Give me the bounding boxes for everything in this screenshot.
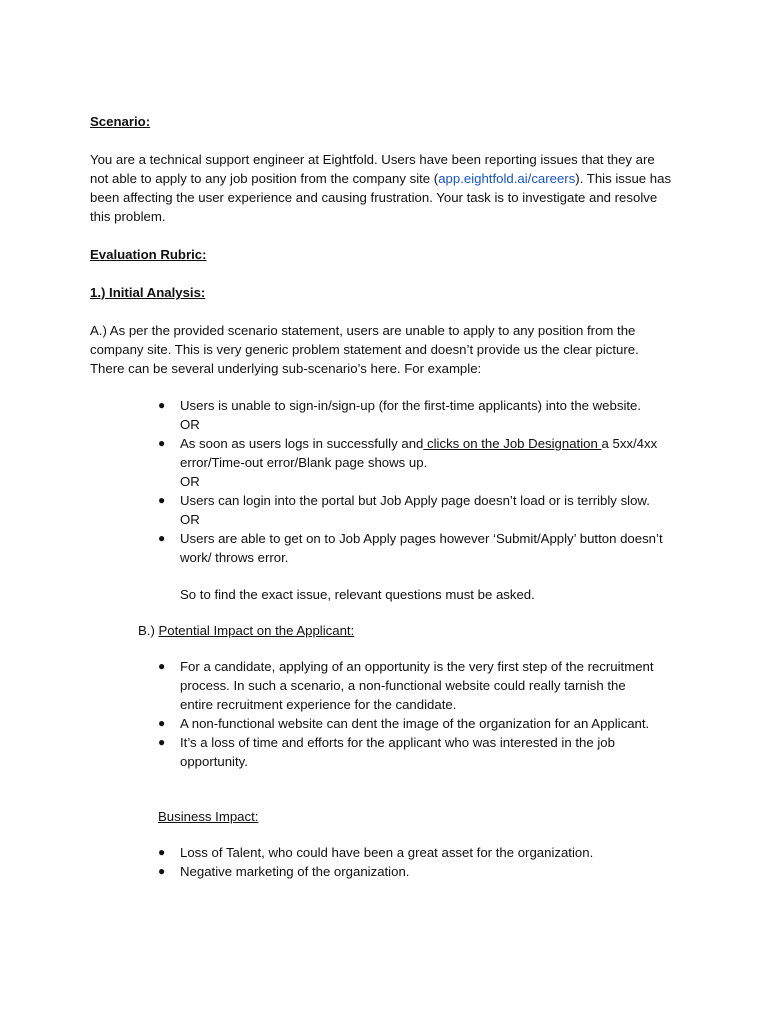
bullet-icon: ● [158, 845, 166, 859]
sub-scenario-text: Users is unable to sign-in/sign-up (for the first-time applicants) into the website. [180, 398, 642, 413]
or-separator: OR [180, 512, 200, 527]
initial-analysis-heading: 1.) Initial Analysis: [90, 285, 206, 300]
impact-text: For a candidate, applying of an opportunity is the very first step of the recruitment process. In such a scenario, a non-functional website could really tarnish the entire recruitment experience for the candidate. [180, 659, 654, 712]
bullet-icon: ● [158, 864, 166, 878]
scenario-text-part1: You are a technical support engineer at Eightfold. Users have been reporting issues that they are not able to apply to any job position from the company site ( [90, 152, 655, 186]
potential-impact-heading [138, 621, 678, 640]
list-item [158, 862, 678, 881]
list-item [158, 529, 688, 567]
bullet-icon: ● [158, 436, 166, 450]
job-designation-underlined: clicks on the Job Designation [423, 436, 602, 451]
list-item [158, 434, 688, 491]
scenario-heading: Scenario: [90, 114, 151, 129]
business-impact-list [158, 843, 678, 881]
impact-text: A non-functional website can dent the image of the organization for an Applicant. [180, 716, 650, 731]
bullet-icon: ● [158, 716, 166, 730]
or-separator: OR [180, 417, 200, 432]
bullet-icon: ● [158, 531, 166, 545]
bullet-icon: ● [158, 398, 166, 412]
scenario-text-part2: ). This issue has been affecting the user experience and causing frustration. Your task is to investigate and resolve this problem. [90, 171, 672, 224]
evaluation-rubric-heading: Evaluation Rubric: [90, 247, 207, 262]
analysis-intro-paragraph: A.) As per the provided scenario statement, users are unable to apply to any position from the company site. This is very generic problem statement and doesn’t provide us the clear picture. There can be several underlying sub-scenario’s here. For example: [90, 323, 639, 376]
bullet-icon: ● [158, 659, 166, 673]
list-item [158, 491, 688, 529]
sub-scenario-text: As soon as users logs in successfully and [180, 436, 424, 451]
sub-scenario-text: Users are able to get on to Job Apply pages however ‘Submit/Apply’ button doesn’t work/ throws error. [180, 531, 663, 565]
bullet-icon: ● [158, 493, 166, 507]
bullet-icon: ● [158, 735, 166, 749]
list-item [158, 396, 688, 434]
sub-scenario-text: Users can login into the portal but Job Apply page doesn’t load or is terribly slow. [180, 493, 650, 508]
impact-title: Potential Impact on the Applicant: [158, 623, 355, 638]
or-separator: OR [180, 474, 200, 489]
applicant-impact-list [158, 657, 658, 771]
business-impact-text: Loss of Talent, who could have been a great asset for the organization. [180, 845, 594, 860]
sub-scenario-list [158, 396, 688, 567]
sub-scenario-text: a 5xx/4xx error/Time-out error/Blank page shows up. [180, 436, 658, 470]
business-impact-heading: Business Impact: [158, 809, 259, 824]
impact-text: It’s a loss of time and efforts for the applicant who was interested in the job opportunity. [180, 735, 615, 769]
careers-link[interactable]: app.eightfold.ai/careers [438, 171, 576, 186]
list-item [158, 843, 678, 862]
business-impact-text: Negative marketing of the organization. [180, 864, 410, 879]
list-item [158, 714, 658, 733]
analysis-conclusion: So to find the exact issue, relevant questions must be asked. [180, 587, 535, 602]
impact-prefix: B.) [138, 623, 159, 638]
list-item [158, 657, 658, 714]
scenario-paragraph [90, 150, 674, 226]
list-item [158, 733, 658, 771]
